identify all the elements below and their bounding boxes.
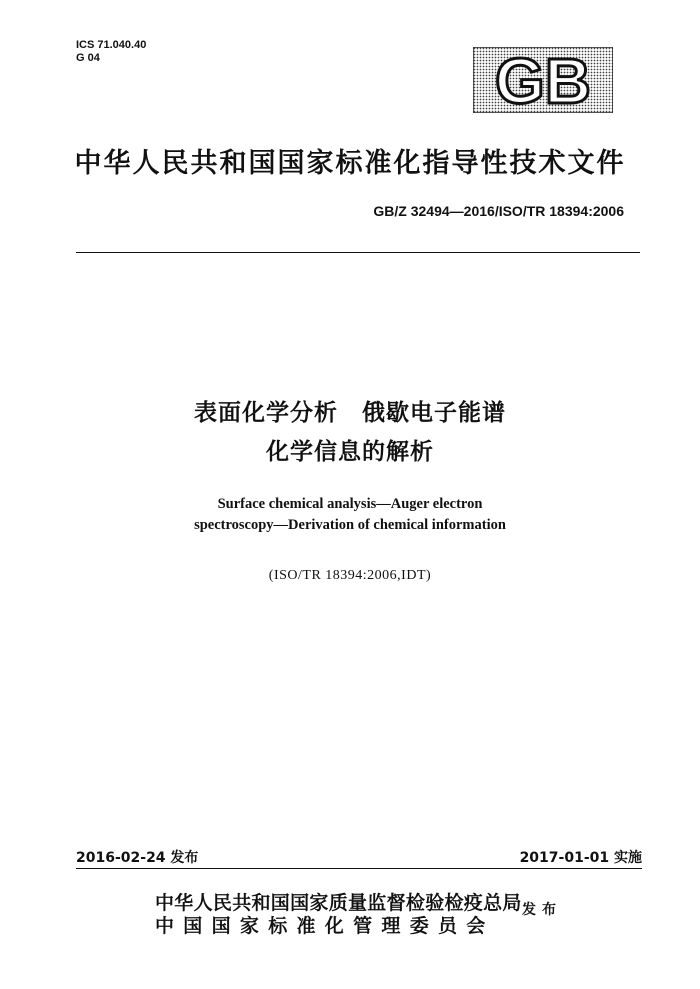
footer-rule bbox=[76, 868, 642, 869]
english-title-line-1: Surface chemical analysis—Auger electron bbox=[217, 496, 483, 512]
header-rule bbox=[76, 252, 640, 253]
issuer-aqsiq: 中华人民共和国国家质量监督检验检疫总局 bbox=[155, 892, 522, 914]
ics-code: ICS 71.040.40 bbox=[76, 39, 147, 51]
chinese-title-part-b: 俄歇电子能谱 bbox=[362, 400, 506, 426]
gb-standard-logo-icon bbox=[473, 47, 613, 113]
issue-label: 发布 bbox=[522, 902, 562, 918]
publish-date: 2016-02-24 发布 bbox=[76, 850, 199, 866]
chinese-title-line-1 bbox=[0, 394, 700, 427]
english-title-line-2: spectroscopy—Derivation of chemical information bbox=[194, 517, 506, 533]
document-type: 中华人民共和国国家标准化指导性技术文件 bbox=[74, 148, 626, 179]
standard-number: GB/Z 32494—2016/ISO/TR 18394:2006 bbox=[373, 203, 624, 219]
implement-date: 2017-01-01 实施 bbox=[519, 850, 642, 866]
ccs-code: G 04 bbox=[76, 52, 100, 64]
gb-logo-text: GB bbox=[495, 47, 591, 113]
chinese-title-part-a: 表面化学分析 bbox=[194, 400, 338, 426]
chinese-title-line-2: 化学信息的解析 bbox=[266, 439, 434, 465]
adoption-note: (ISO/TR 18394:2006,IDT) bbox=[268, 568, 432, 583]
classification-codes bbox=[76, 39, 146, 65]
issuer-sac: 中国国家标准化管理委员会 bbox=[155, 915, 495, 937]
